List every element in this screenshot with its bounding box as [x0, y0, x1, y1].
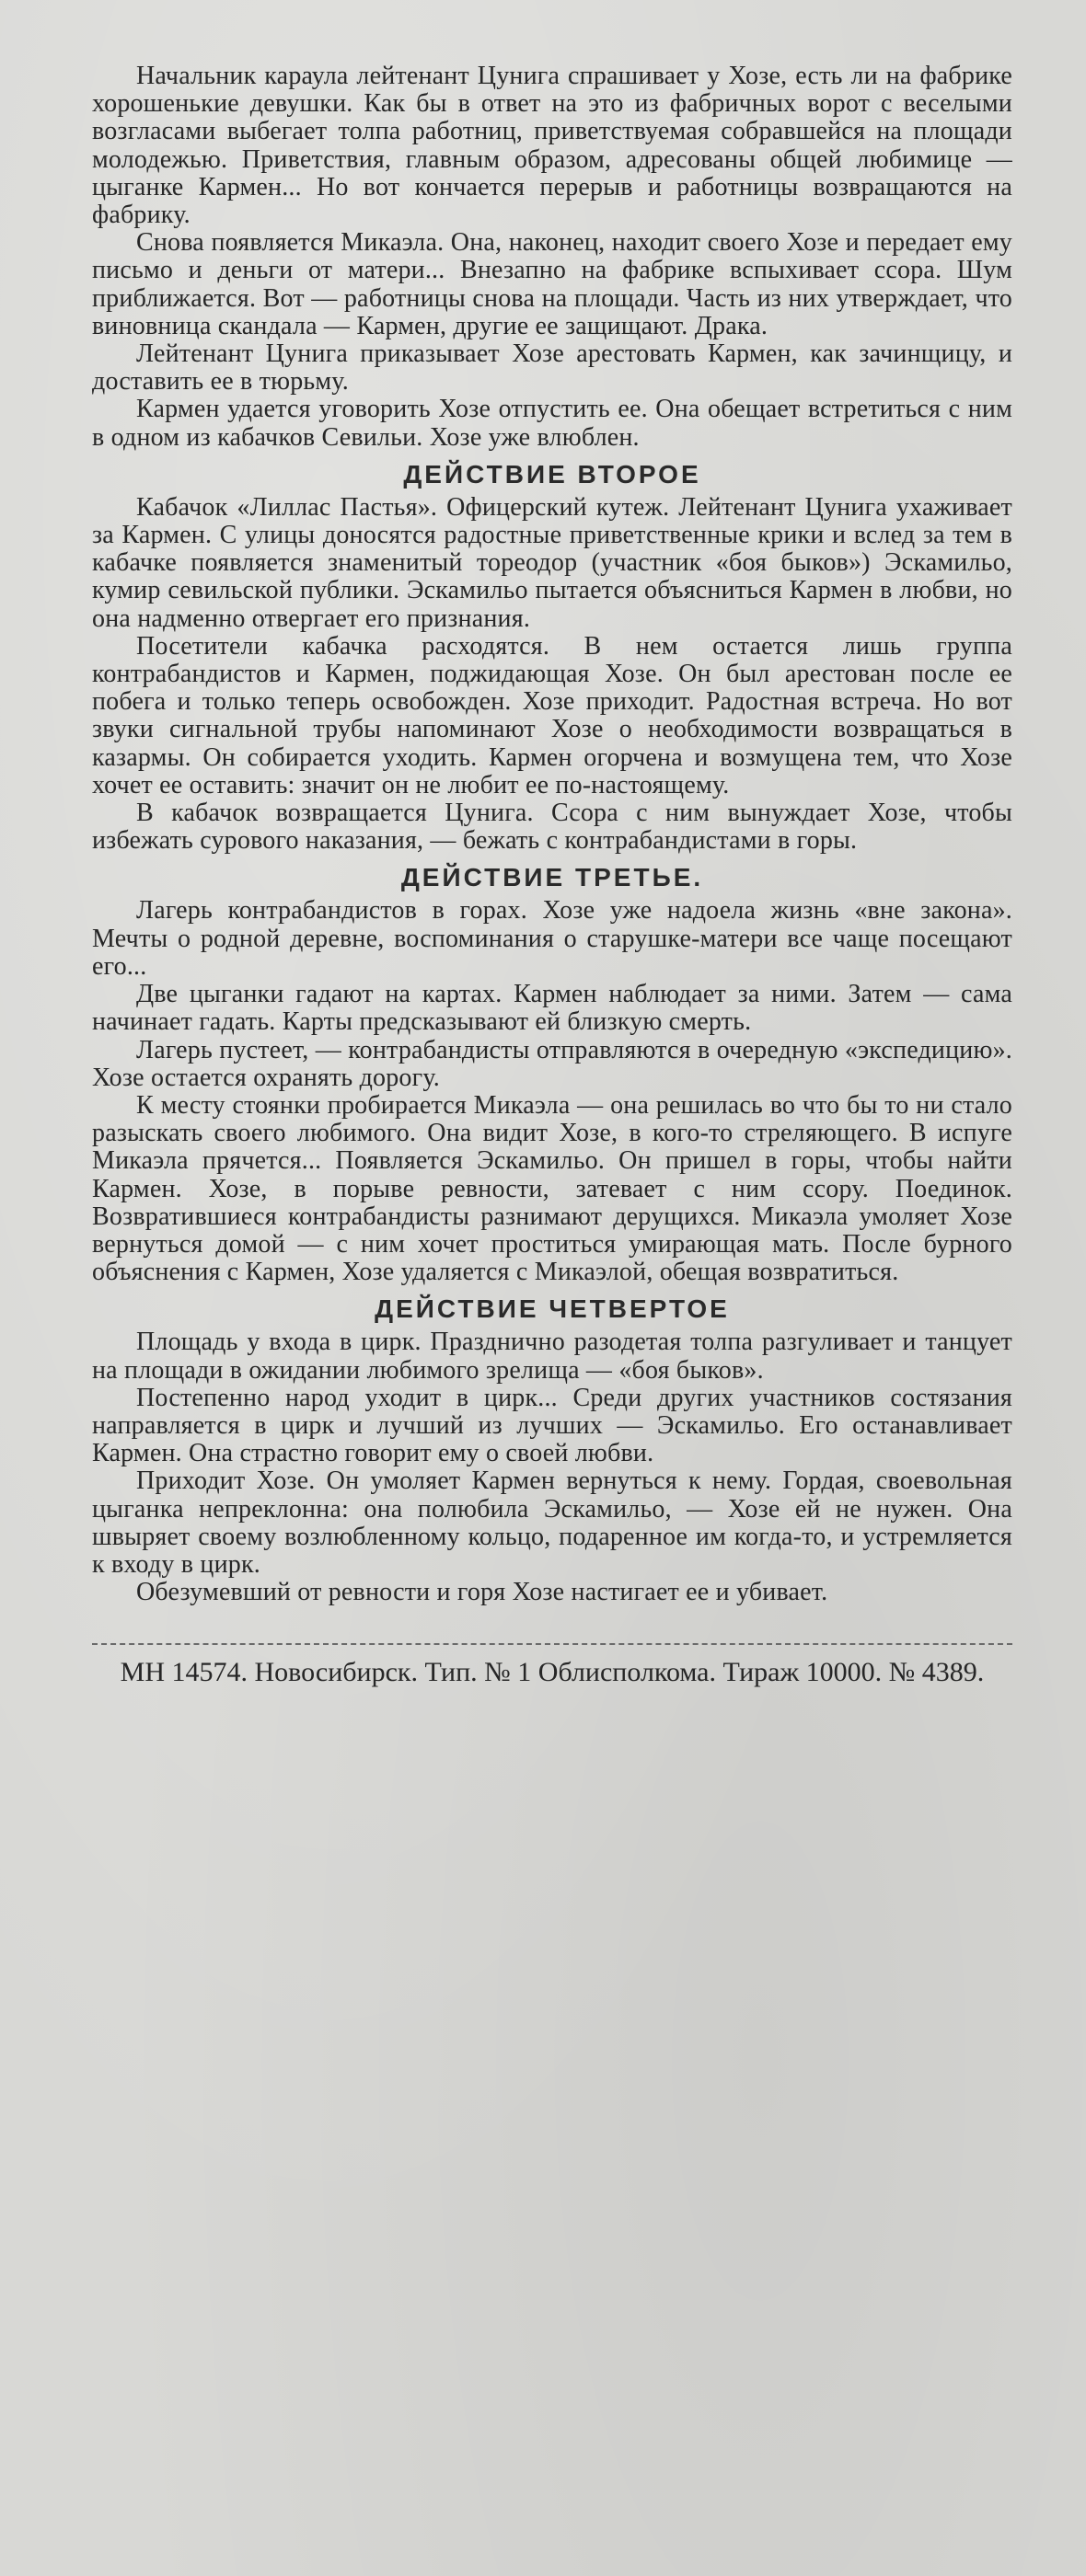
act-three-paragraph: Лагерь контрабандистов в горах. Хозе уже надоела жизнь «вне закона». Мечты о родной деревне, воспоминания о старушке-матери все чаще посещают его...: [92, 896, 1012, 981]
act-three-paragraph: Лагерь пустеет, — контрабандисты отправляются в очередную «экспедицию». Хозе остается охранять дорогу.: [92, 1035, 1012, 1092]
intro-paragraph: Снова появляется Микаэла. Она, наконец, находит своего Хозе и передает ему письмо и деньги от матери... Внезапно на фабрике вспыхивает ссора. Шум приближается. Вот — работницы снова на площади. Часть из них утверждает, что виновница скандала — Кармен, другие ее защищают. Драка.: [92, 228, 1012, 340]
intro-paragraph: Начальник караула лейтенант Цунига спрашивает у Хозе, есть ли на фабрике хорошенькие девушки. Как бы в ответ на это из фабричных ворот с веселыми возгласами выбегает толпа работниц, приветствуемая собравшейся на площади молодежью. Приветствия, главным образом, адресованы общей любимице — цыганке Кармен... Но вот кончается перерыв и работницы возвращаются на фабрику.: [92, 62, 1012, 230]
act-three-paragraph: К месту стоянки пробирается Микаэла — она решилась во что бы то ни стало разыскать своего любимого. Она видит Хозе, в кого-то стреляющего. В испуге Микаэла прячется... Появляется Эскамильо. Он пришел в горы, чтобы найти Кармен. Хозе, в порыве ревности, затевает с ним ссору. Поединок. Возвратившиеся контрабандисты разнимают дерущихся. Микаэла умоляет Хозе вернуться домой — с ним хочет проститься умирающая мать. После бурного объяснения с Кармен, Хозе удаляется с Микаэлой, обещая возвратиться.: [92, 1090, 1012, 1287]
act-four-paragraph: Площадь у входа в цирк. Празднично разодетая толпа разгуливает и танцует на площади в ожидании любимого зрелища — «боя быков».: [92, 1328, 1012, 1385]
imprint-divider: [92, 1643, 1012, 1645]
act-three-heading: ДЕЙСТВИЕ ТРЕТЬЕ.: [400, 863, 704, 892]
program-text: [92, 63, 1012, 1687]
act-four-heading: ДЕЙСТВИЕ ЧЕТВЕРТОЕ: [375, 1294, 730, 1324]
intro-paragraph: Лейтенант Цунига приказывает Хозе арестовать Кармен, как зачинщицу, и доставить ее в тюрьму.: [92, 339, 1012, 397]
printing-imprint: МН 14574. Новосибирск. Тип. № 1 Облисполкома. Тираж 10000. № 4389.: [120, 1657, 985, 1688]
act-two-paragraph: Кабачок «Лиллас Пастья». Офицерский кутеж. Лейтенант Цунига ухаживает за Кармен. С улицы доносятся радостные приветственные крики и вслед за тем в кабачке появляется знаменитый тореодор (участник «боя быков») Эскамильо, кумир севильской публики. Эскамильо пытается объясниться Кармен в любви, но она надменно отвергает его признания.: [92, 492, 1012, 633]
act-four-paragraph: Постепенно народ уходит в цирк... Среди других участников состязания направляется в цирк и лучший из лучших — Эскамильо. Его останавливает Кармен. Она страстно говорит ему о своей любви.: [92, 1383, 1012, 1468]
intro-paragraph: Кармен удается уговорить Хозе отпустить ее. Она обещает встретиться с ним в одном из кабачков Севильи. Хозе уже влюблен.: [92, 395, 1012, 452]
act-three-paragraph: Две цыганки гадают на картах. Кармен наблюдает за ними. Затем — сама начинает гадать. Карты предсказывают ей близкую смерть.: [92, 980, 1012, 1037]
act-four-paragraph: Обезумевший от ревности и горя Хозе настигает ее и убивает.: [136, 1578, 828, 1607]
act-two-paragraph: В кабачок возвращается Цунига. Ссора с ним вынуждает Хозе, чтобы избежать сурового наказания, — бежать с контрабандистами в горы.: [92, 799, 1012, 856]
act-two-paragraph: Посетители кабачка расходятся. В нем остается лишь группа контрабандистов и Кармен, поджидающая Хозе. Он был арестован после ее побега и только теперь освобожден. Хозе приходит. Радостная встреча. Но вот звуки сигнальной трубы напоминают Хозе о необходимости возвращаться в казармы. Он собирается уходить. Кармен огорчена и возмущена тем, что Хозе хочет ее оставить: значит он не любит ее по-настоящему.: [92, 631, 1012, 799]
act-two-heading: ДЕЙСТВИЕ ВТОРОЕ: [403, 459, 701, 489]
act-four-paragraph: Приходит Хозе. Он умоляет Кармен вернуться к нему. Гордая, своевольная цыганка непреклонна: она полюбила Эскамильо, — Хозе ей не нужен. Она швыряет своему возлюбленному кольцо, подаренное им когда-то, и устремляется к входу в цирк.: [92, 1466, 1012, 1579]
